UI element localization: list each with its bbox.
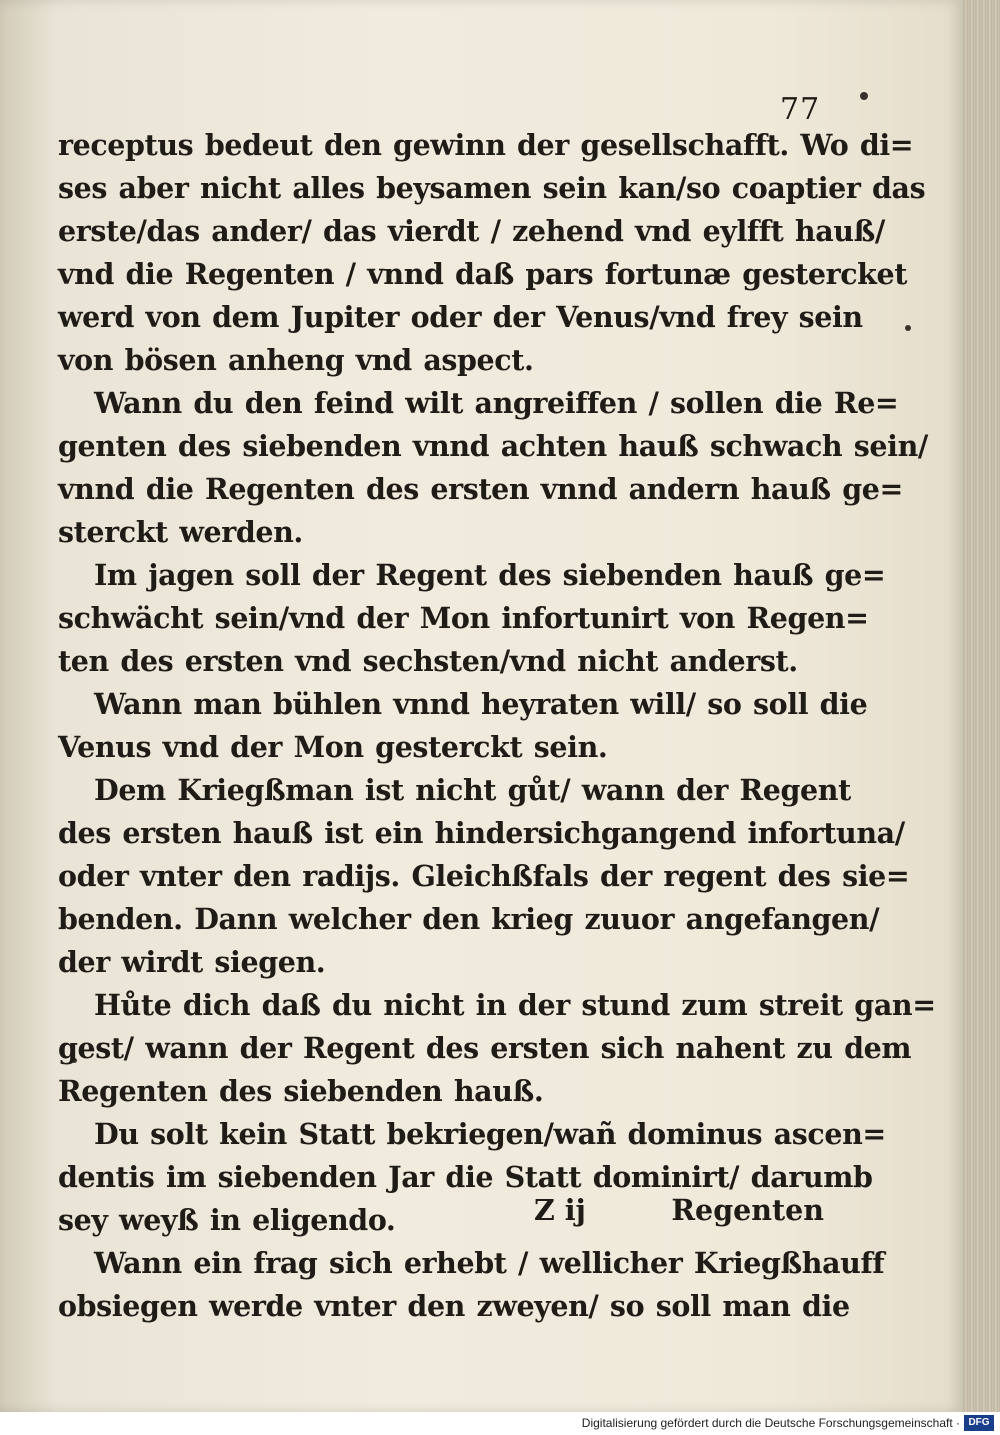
- paragraph-start: Wann du den feind wilt angreiffen / sollen die Re=: [94, 386, 899, 420]
- body-text: [58, 124, 936, 1328]
- catchline: [534, 1190, 824, 1230]
- paragraph-start: Im jagen soll der Regent des siebenden hauß ge=: [94, 558, 886, 592]
- dfg-logo: DFG: [964, 1415, 994, 1431]
- text-line: gest/ wann der Regent des ersten sich nahent zu dem: [58, 1031, 912, 1065]
- text-line: vnd die Regenten / vnnd daß pars fortunæ gestercket: [58, 257, 908, 291]
- ink-speck: [860, 92, 868, 100]
- text-line: sterckt werden.: [58, 515, 303, 549]
- page-number: 77: [780, 92, 821, 127]
- paragraph-start: Hůte dich daß du nicht in der stund zum streit gan=: [94, 988, 936, 1022]
- text-line: benden. Dann welcher den krieg zuuor angefangen/: [58, 902, 880, 936]
- paragraph-start: Dem Kriegßman ist nicht gůt/ wann der Regent: [94, 773, 851, 807]
- funding-credit: Digitalisierung gefördert durch die Deutsche Forschungsgemeinschaft ·: [581, 1416, 960, 1430]
- page-edge: [962, 0, 1000, 1412]
- paragraph-start: Wann man bühlen vnnd heyraten will/ so soll die: [94, 687, 868, 721]
- text-line: vnnd die Regenten des ersten vnnd andern hauß ge=: [58, 472, 903, 506]
- ink-speck: [905, 325, 911, 331]
- text-line: dentis im siebenden Jar die Statt dominirt/ darumb: [58, 1160, 873, 1194]
- text-line: des ersten hauß ist ein hindersichgangend infortuna/: [58, 816, 905, 850]
- text-line: receptus bedeut den gewinn der gesellschafft. Wo di=: [58, 128, 914, 162]
- text-line: von bösen anheng vnd aspect.: [58, 343, 534, 377]
- text-line: Venus vnd der Mon gesterckt sein.: [58, 730, 608, 764]
- text-line: obsiegen werde vnter den zweyen/ so soll man die: [58, 1289, 850, 1323]
- text-line: werd von dem Jupiter oder der Venus/vnd frey sein: [58, 300, 863, 334]
- text-line: genten des siebenden vnnd achten hauß schwach sein/: [58, 429, 928, 463]
- paragraph-start: Wann ein frag sich erhebt / wellicher Kriegßhauff: [94, 1246, 885, 1280]
- paragraph-start: Du solt kein Statt bekriegen/wañ dominus ascen=: [94, 1117, 886, 1151]
- catchword: Regenten: [671, 1193, 824, 1227]
- text-line: der wirdt siegen.: [58, 945, 326, 979]
- text-line: oder vnter den radijs. Gleichßfals der regent des sie=: [58, 859, 910, 893]
- text-line: schwächt sein/vnd der Mon infortunirt von Regen=: [58, 601, 869, 635]
- text-line: erste/das ander/ das vierdt / zehend vnd eylfft hauß/: [58, 214, 885, 248]
- text-line: ses aber nicht alles beysamen sein kan/so coaptier das: [58, 171, 926, 205]
- text-line: sey weyß in eligendo.: [58, 1203, 396, 1237]
- signature-mark: Z ij: [534, 1193, 586, 1227]
- text-line: Regenten des siebenden hauß.: [58, 1074, 544, 1108]
- text-line: ten des ersten vnd sechsten/vnd nicht anderst.: [58, 644, 798, 678]
